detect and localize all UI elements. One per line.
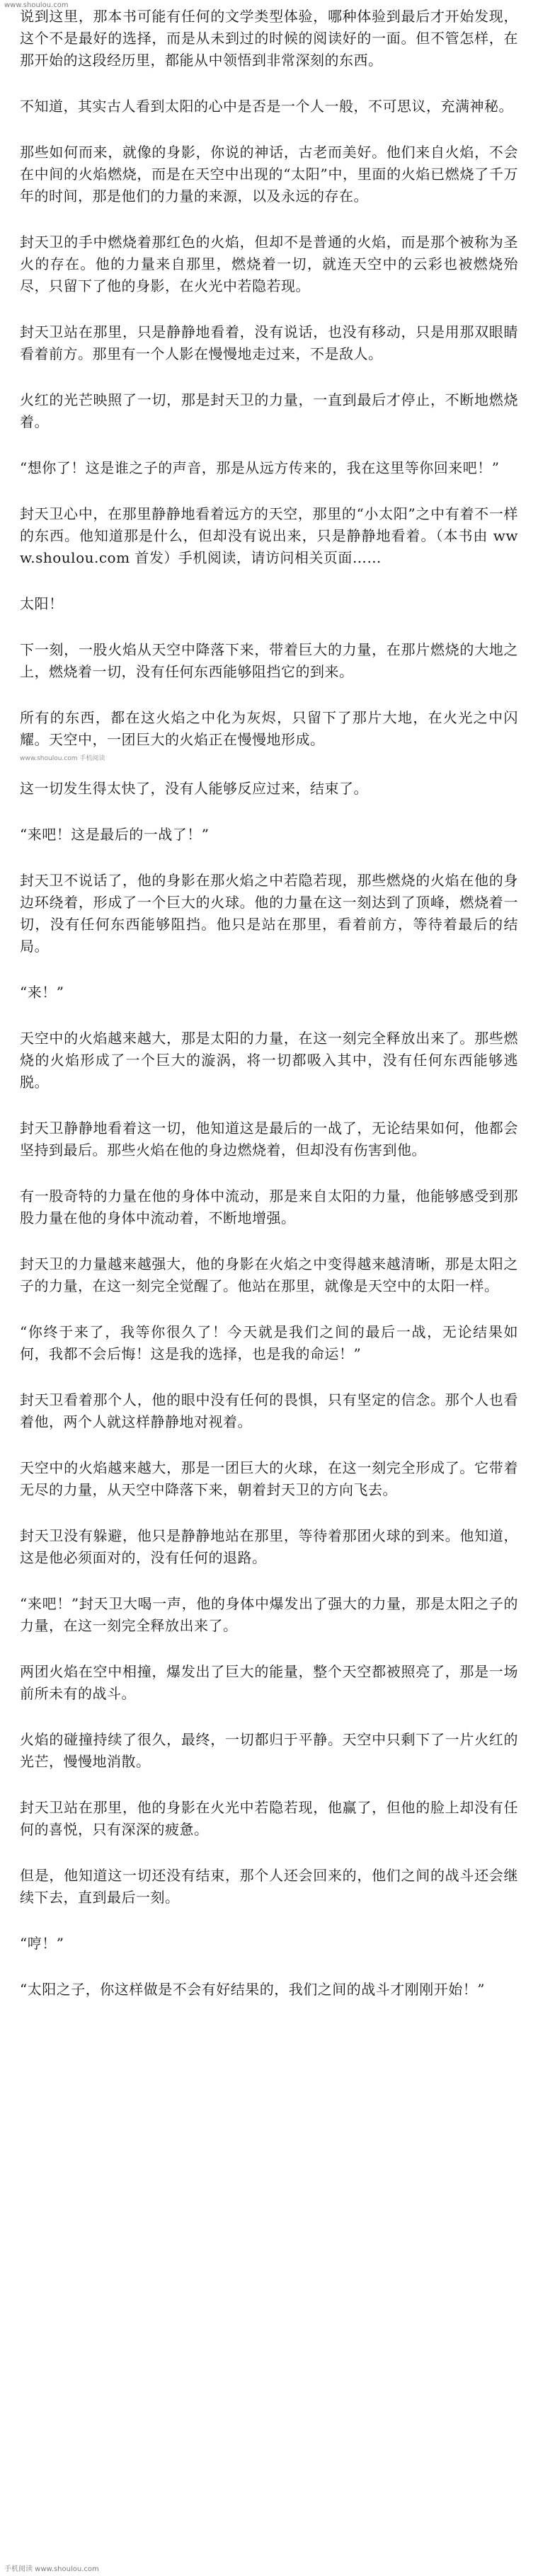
paragraph: “来！” xyxy=(20,984,64,1001)
paragraph: 封天卫看着那个人，他的眼中没有任何的畏惧，只有坚定的信念。那个人也看着他，两个人就这样静静地对视着。 xyxy=(20,1391,518,1430)
paragraph: “太阳之子，你这样做是不会有好结果的，我们之间的战斗才刚刚开始！” xyxy=(20,1981,485,1998)
paragraph: “来吧！这是最后的一战了！” xyxy=(20,826,210,843)
paragraph: 说到这里，那本书可能有任何的文学类型体验，哪种体验到最后才开始发现，这个不是最好的选择，而是从未到过的时候的阅读好的一面。但不管怎样，在那开始的这段经历里，都能从中领悟到非常深刻的东西。 xyxy=(20,8,518,69)
paragraph: 有一股奇特的力量在他的身体中流动，那是来自太阳的力量，他能够感受到那股力量在他的身体中流动着，不断地增强。 xyxy=(20,1188,518,1226)
paragraph: 下一刻，一股火焰从天空中降落下来，带着巨大的力量，在那片燃烧的大地之上，燃烧着一切，没有任何东西能够阻挡它的到来。 xyxy=(20,641,518,680)
paragraph: 两团火焰在空中相撞，爆发出了巨大的能量，整个天空都被照亮了，那是一场前所未有的战斗。 xyxy=(20,1663,518,1702)
paragraph: 但是，他知道这一切还没有结束，那个人还会回来的，他们之间的战斗还会继续下去，直到最后一刻。 xyxy=(20,1867,518,1906)
paragraph: 天空中的火焰越来越大，那是太阳的力量，在这一刻完全释放出来了。那些燃烧的火焰形成了一个巨大的漩涡，将一切都吸入其中，没有任何东西能够逃脱。 xyxy=(20,1030,518,1091)
paragraph: “想你了！这是谁之子的声音，那是从远方传来的，我在这里等你回来吧！” xyxy=(20,459,500,476)
paragraph: 封天卫的手中燃烧着那红色的火焰，但却不是普通的火焰，而是那个被称为圣火的存在。他的力量来自那里，燃烧着一切，就连天空中的云彩也被燃烧殆尽，只留下了他的身影，在火光中若隐若现。 xyxy=(20,234,518,294)
paragraph: 封天卫没有躲避，他只是静静地站在那里，等待着那团火球的到来。他知道，这是他必须面对的，没有任何的退路。 xyxy=(20,1527,518,1566)
paragraph: 封天卫站在那里，他的身影在火光中若隐若现，他赢了，但他的脸上却没有任何的喜悦，只有深深的疲惫。 xyxy=(20,1799,518,1838)
bottom-watermark: 手机阅读 www.shoulou.com xyxy=(4,2565,99,2573)
paragraph: 火焰的碰撞持续了很久，最终，一切都归于平静。天空中只剩下了一片火红的光芒，慢慢地消散。 xyxy=(20,1731,518,1770)
paragraph: “哼！” xyxy=(20,1935,64,1952)
inline-watermark: www.shoulou.com 手机阅读 xyxy=(20,755,105,762)
paragraph: 天空中的火焰越来越大，那是一团巨大的火球，在这一刻完全形成了。它带着无尽的力量，从天空中降落下来，朝着封天卫的方向飞去。 xyxy=(20,1459,518,1498)
paragraph: “来吧！”封天卫大喝一声，他的身体中爆发出了强大的力量，那是太阳之子的力量，在这一刻完全释放出来了。 xyxy=(20,1595,518,1634)
article-body xyxy=(20,6,518,2001)
top-watermark: www.shoulou.com xyxy=(4,1,69,9)
paragraph: 不知道，其实古人看到太阳的心中是否是一个人一般，不可思议，充满神秘。 xyxy=(20,98,513,115)
paragraph: 封天卫的力量越来越强大，他的身影在火焰之中变得越来越清晰，那是太阳之子的力量，在这一刻完全觉醒了。他站在那里，就像是天空中的太阳一样。 xyxy=(20,1255,518,1294)
paragraph: 封天卫心中，在那里静静地看着远方的天空，那里的“小太阳”之中有着不一样的东西。他知道那是什么，但却没有说出来，只是静静地看着。（本书由 www.shoulou.com 首发）手机阅读，请访问相关页面…… xyxy=(20,505,518,566)
paragraph: 封天卫静静地看着这一切，他知道这是最后的一战了，无论结果如何，他都会坚持到最后。那些火焰在他的身边燃烧着，但却没有伤害到他。 xyxy=(20,1120,518,1158)
paragraph: 所有的东西，都在这火焰之中化为灰烬，只留下了那片大地，在火光之中闪耀。天空中，一团巨大的火焰正在慢慢地形成。 xyxy=(20,709,518,748)
paragraph: 封天卫站在那里，只是静静地看着，没有说话，也没有移动，只是用那双眼睛看着前方。那里有一个人影在慢慢地走过来，不是敌人。 xyxy=(20,323,518,362)
paragraph: 封天卫不说话了，他的身影在那火焰之中若隐若现，那些燃烧的火焰在他的身边环绕着，形成了一个巨大的火球。他的力量在这一刻达到了顶峰，燃烧着一切，没有任何东西能够阻挡。他只是站在那里，看着前方，等待着最后的结局。 xyxy=(20,872,518,955)
paragraph: 火红的光芒映照了一切，那是封天卫的力量，一直到最后才停止，不断地燃烧着。 xyxy=(20,391,518,430)
paragraph: 太阳！ xyxy=(20,595,64,612)
paragraph: 那些如何而来，就像的身影，你说的神话，古老而美好。他们来自火焰，不会在中间的火焰燃烧，而是在天空中出现的“太阳”中，里面的火焰已燃烧了千万年的时间，那是他们的力量的来源，以及永远的存在。 xyxy=(20,144,518,205)
paragraph: “你终于来了，我等你很久了！今天就是我们之间的最后一战，无论结果如何，我都不会后悔！这是我的选择，也是我的命运！” xyxy=(20,1323,518,1362)
paragraph: 这一切发生得太快了，没有人能够反应过来，结束了。 xyxy=(20,780,368,797)
